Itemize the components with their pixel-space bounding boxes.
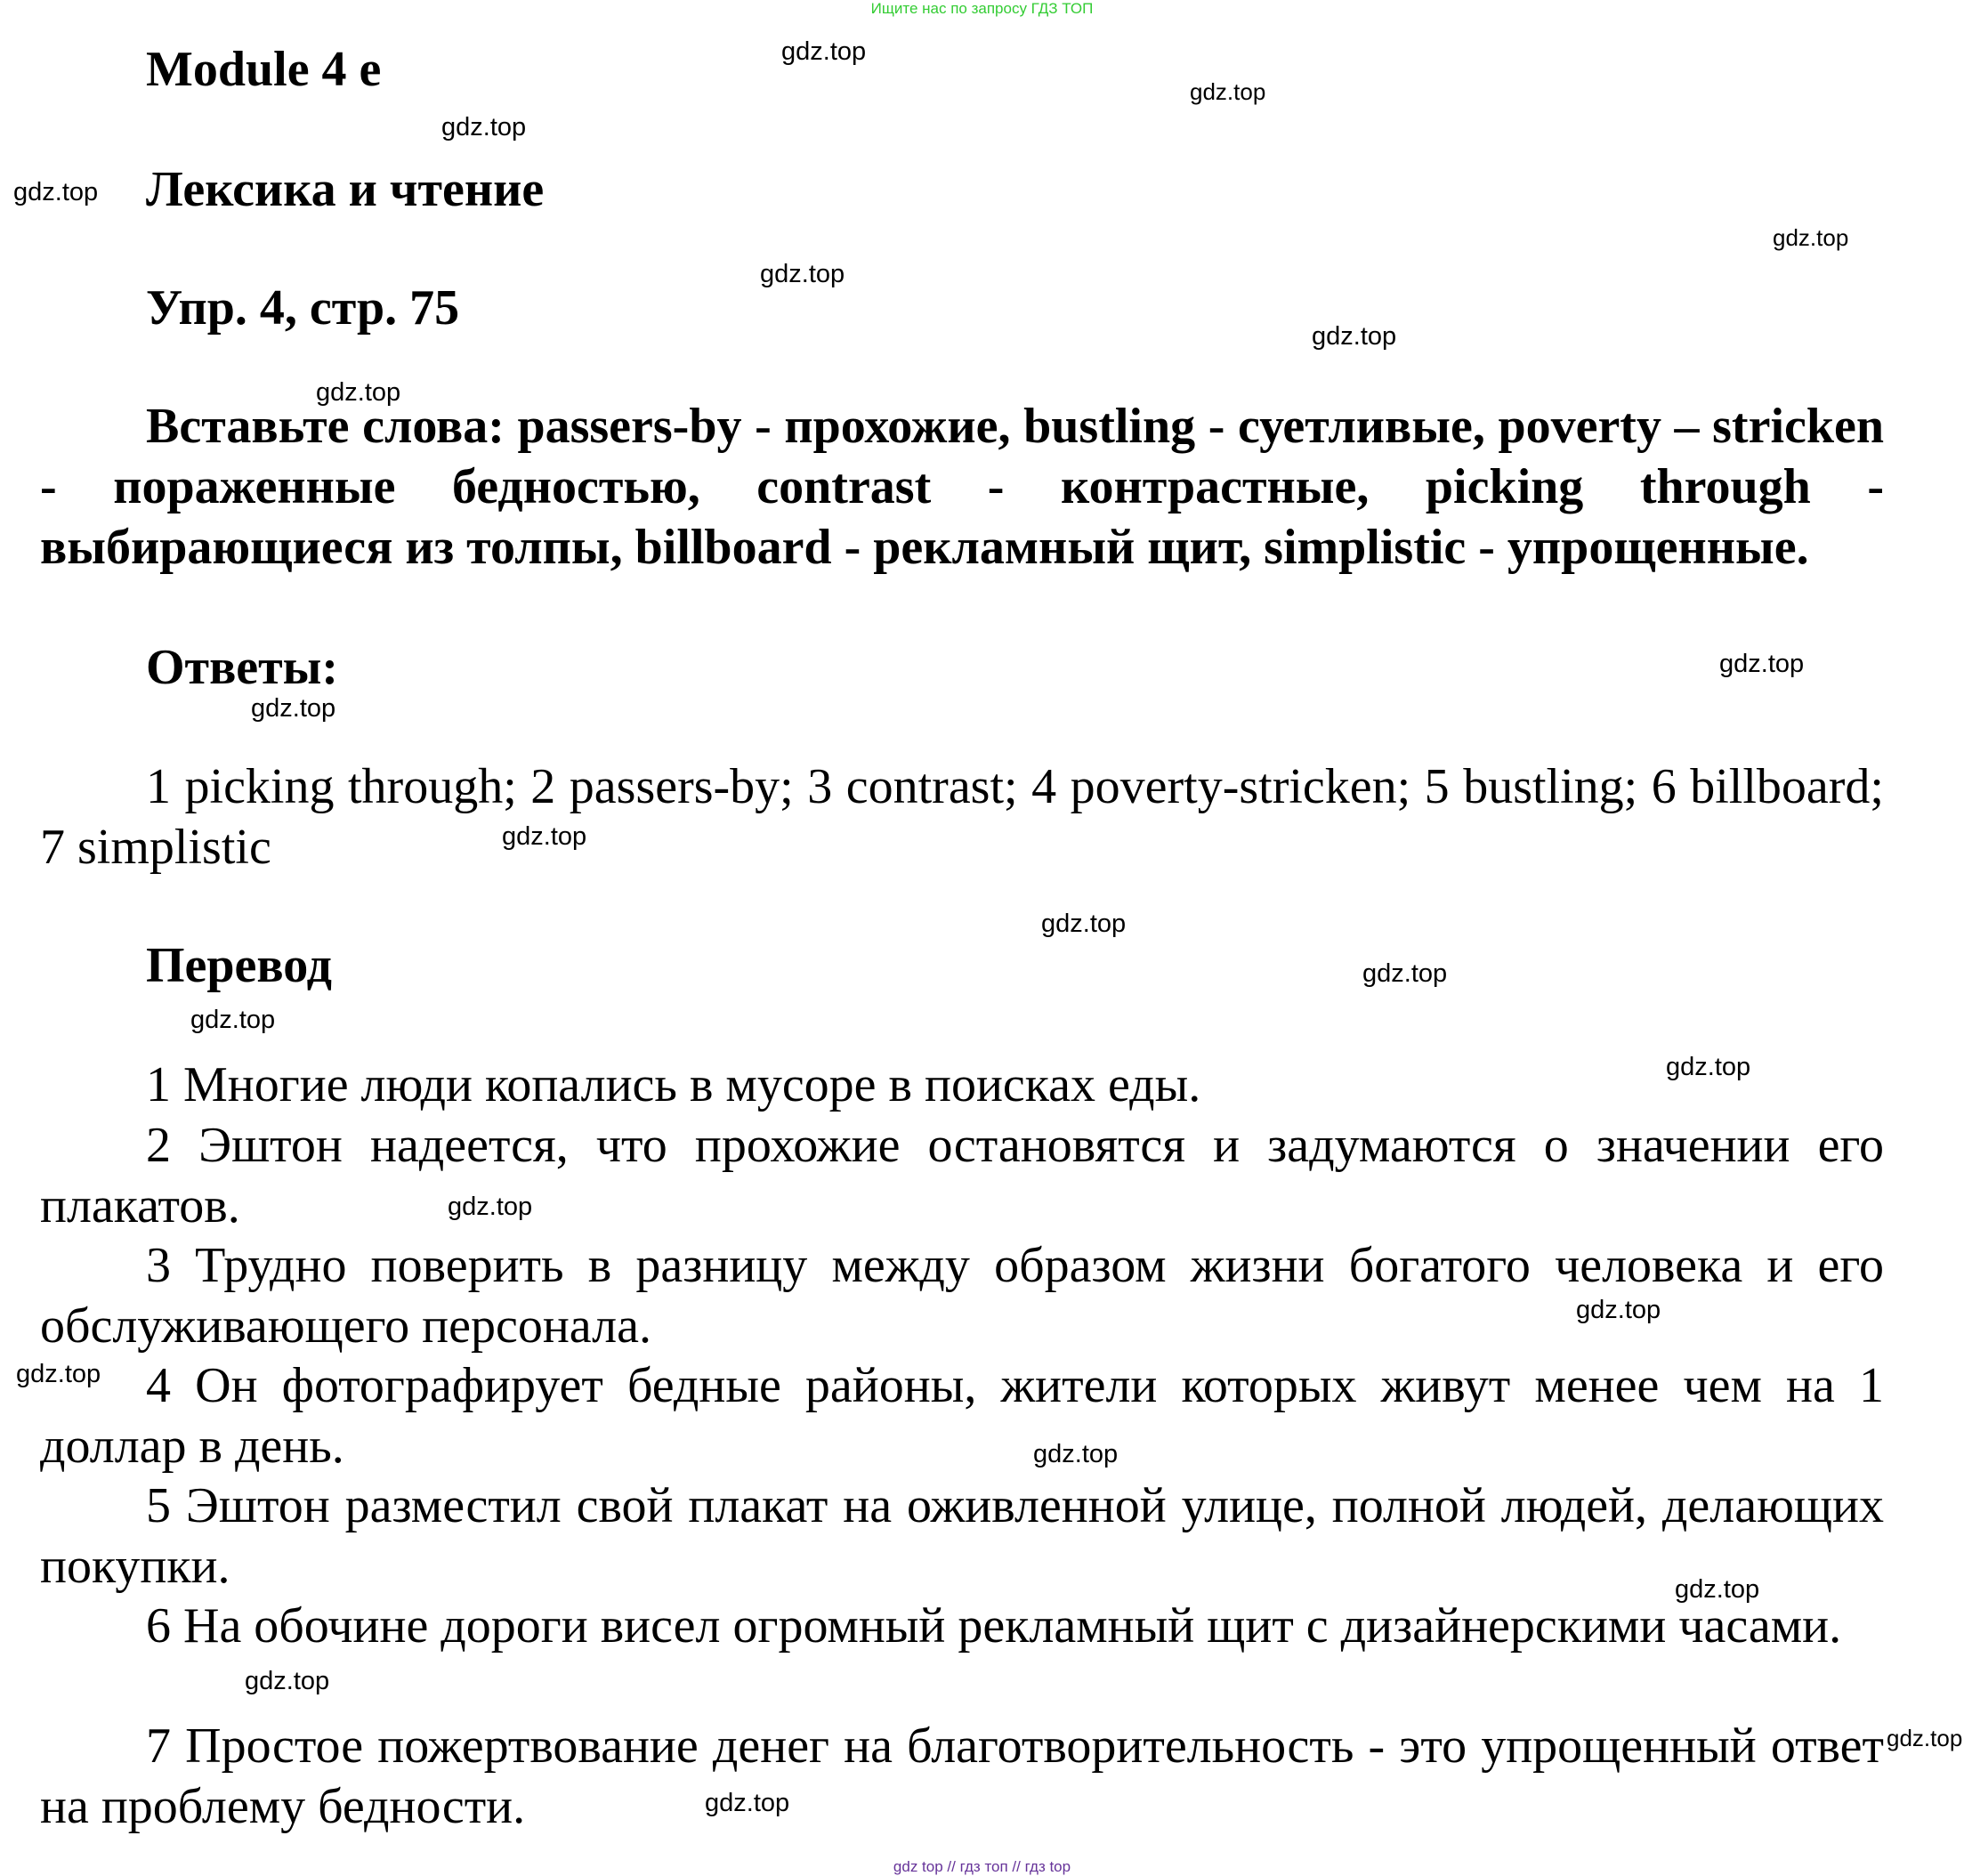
- exercise-title: Упр. 4, стр. 75: [146, 280, 460, 336]
- translation-item-5: 5 Эштон разместил свой плакат на оживленной улице, полной людей, делающих покупки.: [40, 1478, 1884, 1594]
- watermark: gdz.top: [1190, 78, 1266, 105]
- watermark: gdz.top: [316, 378, 401, 407]
- watermark: gdz.top: [1041, 910, 1127, 938]
- translation-item-4: 4 Он фотографирует бедные районы, жители которых живут менее чем на 1 доллар в день.: [40, 1358, 1884, 1474]
- watermark: gdz.top: [1773, 224, 1849, 251]
- task-text: Вставьте слова: passers-by - прохожие, bustling - суетливые, poverty – stricken - пораженные бедностью, contrast - контрастные, picking through - выбирающиеся из толпы, billboard - рекламный щит, simplistic - упрощенные.: [40, 399, 1884, 575]
- watermark: gdz.top: [441, 113, 527, 142]
- translation-title: Перевод: [146, 938, 332, 993]
- module-title: Module 4 e: [146, 42, 382, 97]
- translation-item-6: 6 На обочине дороги висел огромный рекламный щит с дизайнерскими часами.: [146, 1598, 1842, 1654]
- watermark: gdz.top: [1719, 650, 1805, 678]
- translation-item-3: 3 Трудно поверить в разницу между образом жизни богатого человека и его обслуживающего персонала.: [40, 1238, 1884, 1354]
- watermark: gdz.top: [190, 1006, 276, 1034]
- translation-item-2: 2 Эштон надеется, что прохожие остановятся и задумаются о значении его плакатов.: [40, 1118, 1884, 1233]
- watermark: gdz.top: [1666, 1053, 1751, 1081]
- watermark: gdz.top: [502, 822, 587, 851]
- footer: gdz top // гдз топ // гдз top: [893, 1858, 1071, 1875]
- watermark: gdz.top: [251, 694, 336, 723]
- top-banner: Ищите нас по запросу ГДЗ ТОП: [870, 0, 1094, 17]
- section-title: Лексика и чтение: [146, 162, 545, 217]
- watermark: gdz.top: [760, 260, 845, 288]
- watermark: gdz.top: [16, 1360, 101, 1388]
- watermark: gdz.top: [448, 1193, 533, 1221]
- watermark: gdz.top: [245, 1667, 330, 1695]
- answers-title: Ответы:: [146, 640, 339, 695]
- watermark: gdz.top: [1312, 322, 1397, 351]
- watermark: gdz.top: [1576, 1296, 1661, 1324]
- watermark: gdz.top: [705, 1789, 790, 1817]
- watermark: gdz.top: [1675, 1575, 1760, 1604]
- watermark: gdz.top: [1887, 1725, 1963, 1751]
- watermark: gdz.top: [1362, 959, 1448, 988]
- translation-item-7: 7 Простое пожертвование денег на благотворительность - это упрощенный ответ на проблему бедности.: [40, 1718, 1884, 1834]
- watermark: gdz.top: [1033, 1440, 1119, 1468]
- translation-item-1: 1 Многие люди копались в мусоре в поисках еды.: [146, 1057, 1201, 1112]
- watermark: gdz.top: [781, 37, 867, 66]
- watermark: gdz.top: [13, 178, 99, 206]
- answers-text: 1 picking through; 2 passers-by; 3 contrast; 4 poverty-stricken; 5 bustling; 6 billboard; 7 simplistic: [40, 759, 1884, 875]
